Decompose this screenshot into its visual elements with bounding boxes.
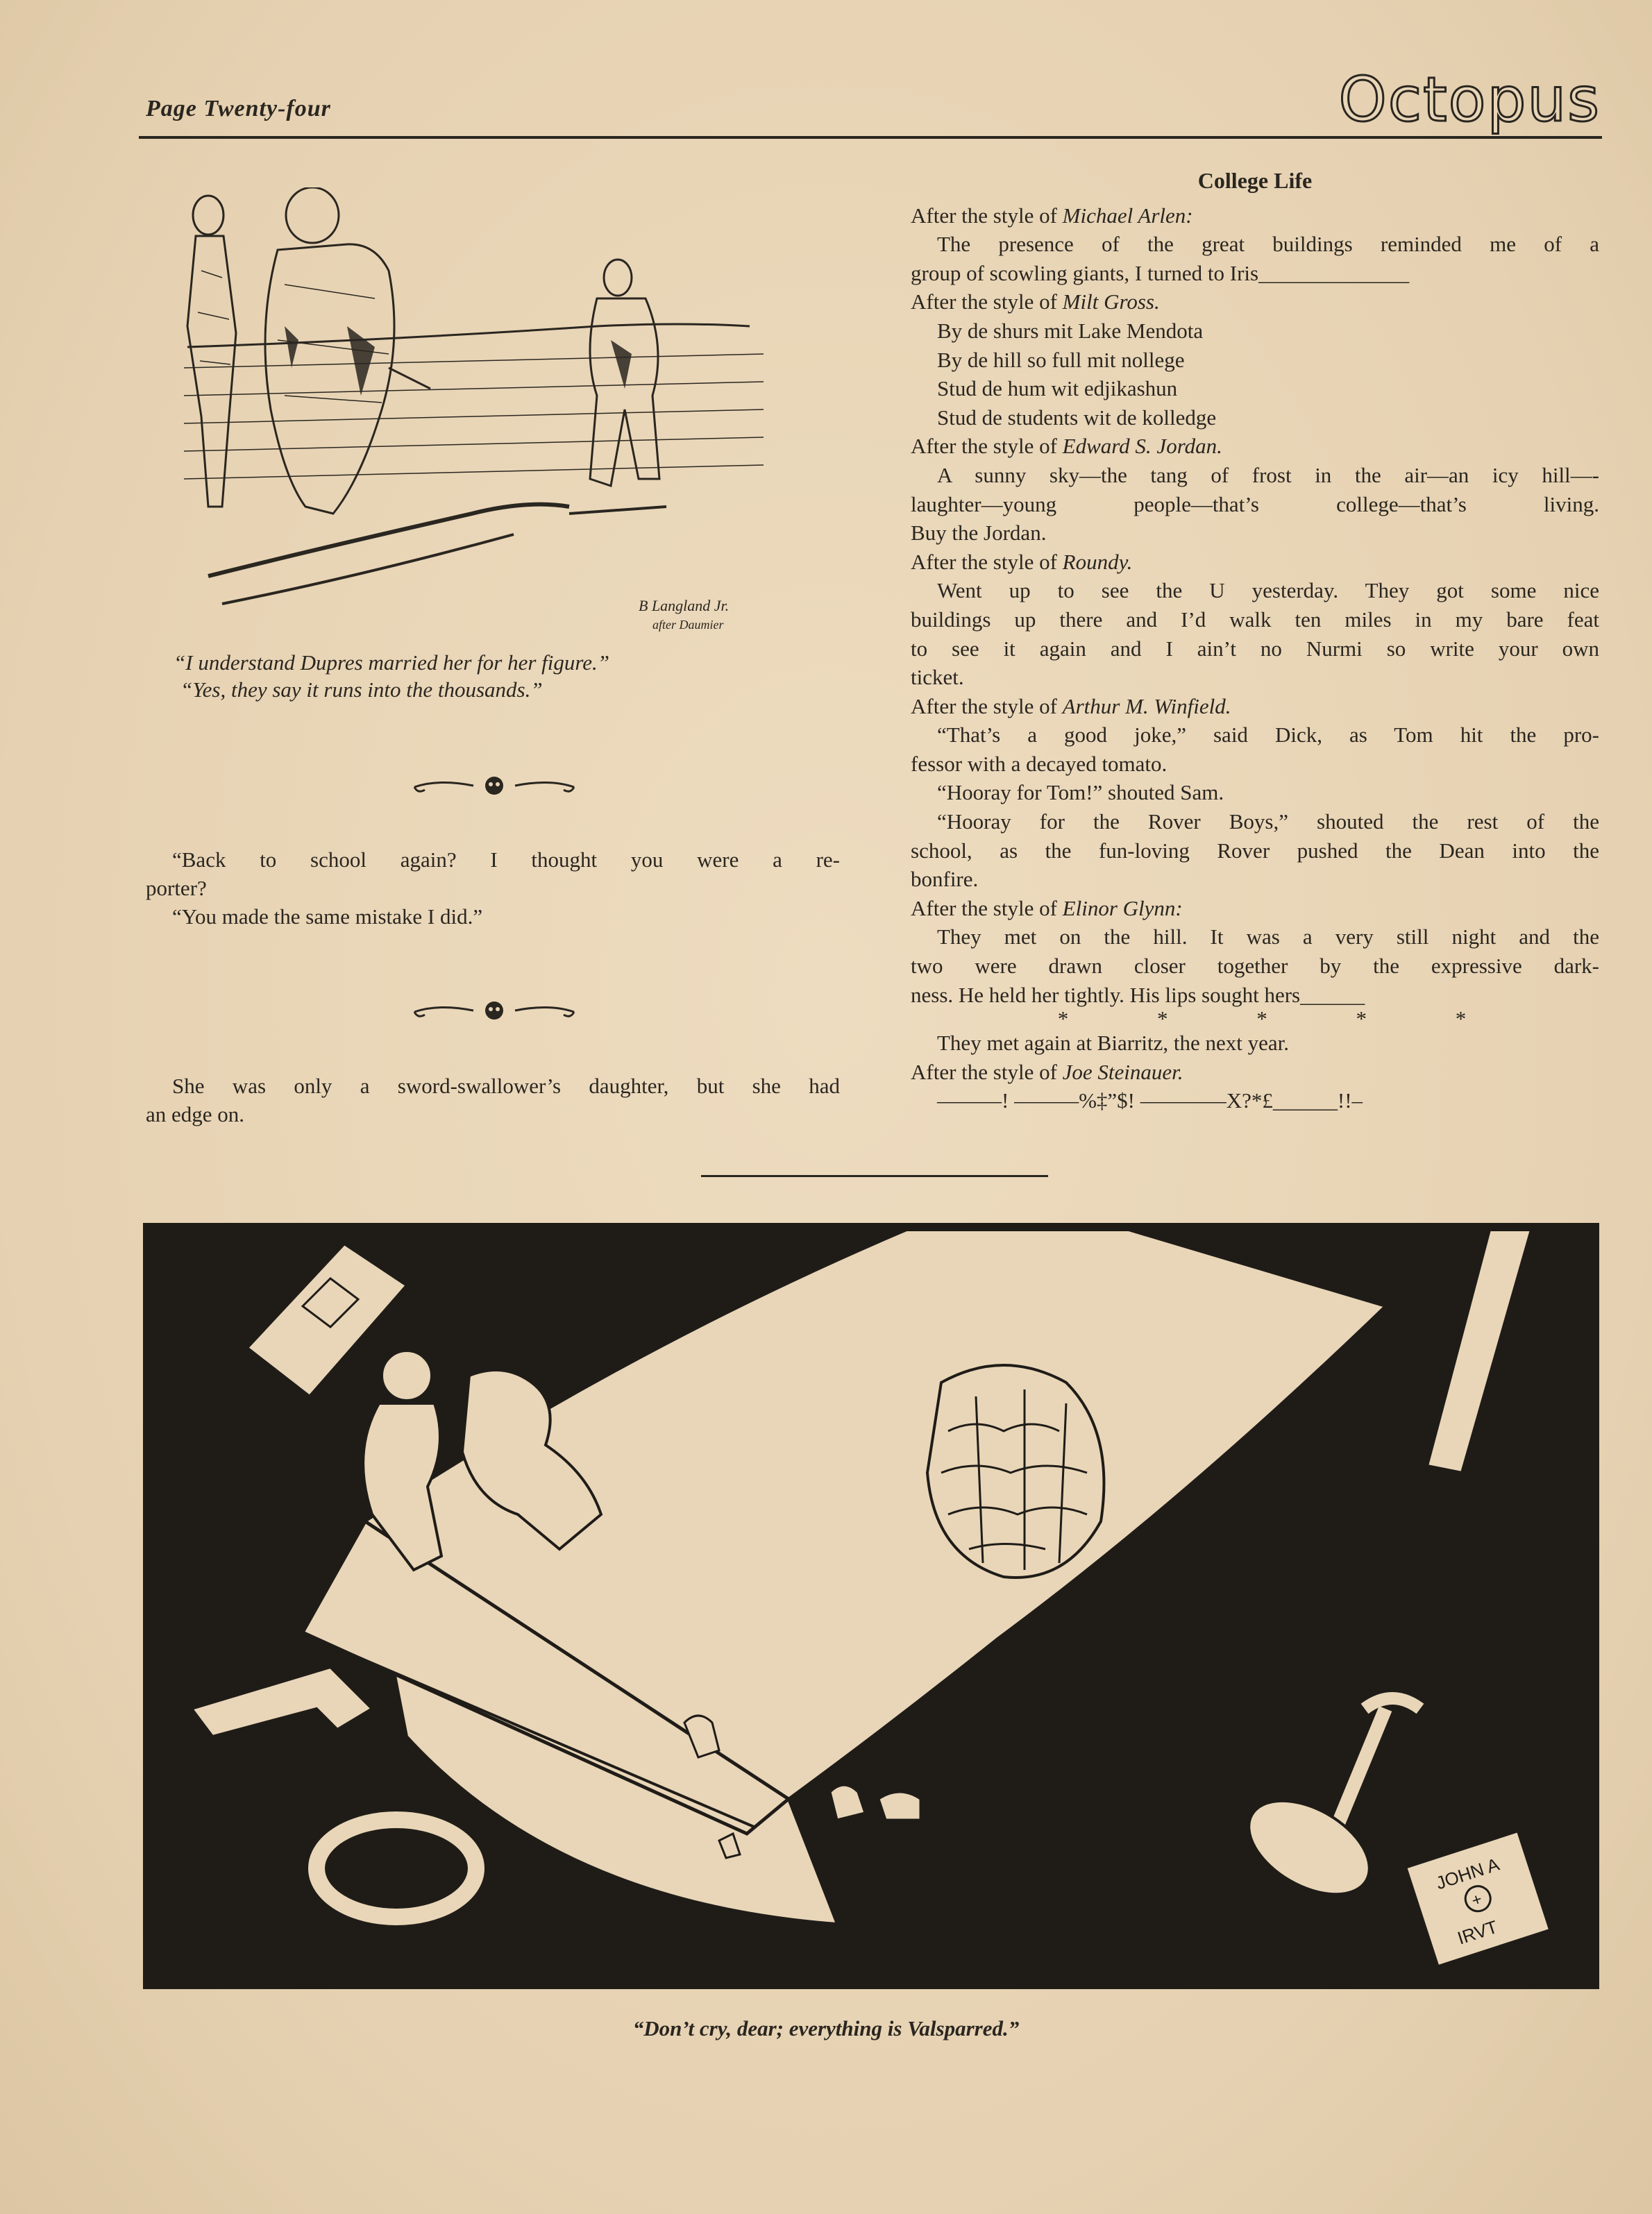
joke-line: an edge on.: [146, 1102, 245, 1126]
style-heading: After the style of Joe Steinauer.: [911, 1059, 1183, 1084]
text-line: Stud de hum wit edjikashun: [937, 376, 1178, 401]
text-line: Stud de students wit de kolledge: [937, 405, 1217, 430]
skull-ornament-divider: [411, 997, 578, 1024]
joke-line: She was only a sword-swallower’s daughter, but she had: [172, 1074, 840, 1098]
artist-signature: B Langland Jr.: [639, 597, 730, 614]
header-rule: [139, 136, 1602, 139]
text-line: group of scowling giants, I turned to Iris______________: [911, 260, 1410, 285]
text-line: two were drawn closer together by the expressive dark-: [911, 954, 1599, 979]
text-line: laughter—young people—that’s college—that’s living.: [911, 491, 1599, 516]
style-heading: After the style of Michael Arlen:: [911, 203, 1193, 228]
text-line: They met on the hill. It was a very still night and the: [937, 924, 1599, 949]
text-line: “Hooray for the Rover Boys,” shouted the rest of the: [937, 809, 1599, 834]
text-line: school, as the fun-loving Rover pushed the Dean into the: [911, 838, 1599, 863]
valspar-cartoon-caption: “Don’t cry, dear; everything is Valsparred.”: [632, 2016, 1020, 2040]
section-rule: [701, 1175, 1048, 1177]
text-line: bonfire.: [911, 867, 979, 892]
style-heading: After the style of Arthur M. Winfield.: [911, 693, 1231, 718]
text-line: to see it again and I ain’t no Nurmi so write your own: [911, 636, 1599, 661]
text-line: They met again at Biarritz, the next year.: [937, 1031, 1289, 1056]
page-number-label: Page Twenty-four: [146, 96, 331, 121]
text-line: buildings up there and I’d walk ten miles in my bare feat: [911, 607, 1599, 632]
college-life-column: [911, 167, 1599, 1115]
svg-text:IRVT: IRVT: [1454, 1916, 1501, 1949]
style-heading: After the style of Edward S. Jordan.: [911, 434, 1222, 459]
text-line: By de shurs mit Lake Mendota: [937, 318, 1204, 343]
joke-line: porter?: [146, 876, 207, 900]
college-life-title: College Life: [1197, 168, 1313, 193]
style-heading: After the style of Milt Gross.: [911, 289, 1160, 314]
valspar-cartoon-illustration: [143, 1223, 1599, 1989]
text-line: Went up to see the U yesterday. They got some nice: [937, 578, 1599, 603]
magazine-title: Octopus: [1338, 64, 1601, 135]
text-line: ness. He held her tightly. His lips sought hers______: [911, 982, 1365, 1007]
style-heading: After the style of Roundy.: [911, 549, 1133, 574]
beach-cartoon-caption: [174, 649, 840, 703]
text-line: The presence of the great buildings reminded me of a: [937, 232, 1599, 257]
svg-text:JOHN A: JOHN A: [1433, 1853, 1502, 1894]
beach-cartoon-illustration: [180, 187, 777, 639]
joke-sword-swallower: [146, 1072, 840, 1129]
joke-line: “You made the same mistake I did.”: [172, 904, 483, 929]
joke-reporter: [146, 845, 840, 931]
caption-line: “I understand Dupres married her for her figure.”: [174, 650, 610, 675]
text-line: “That’s a good joke,” said Dick, as Tom hit the pro-: [937, 722, 1599, 747]
text-line: Buy the Jordan.: [911, 521, 1047, 546]
skull-ornament-divider: [411, 772, 578, 800]
svg-text:after Daumier: after Daumier: [652, 618, 724, 632]
text-line: ticket.: [911, 665, 964, 690]
text-line: “Hooray for Tom!” shouted Sam.: [937, 780, 1224, 805]
text-line: A sunny sky—the tang of frost in the air—an icy hill—-: [937, 462, 1599, 487]
text-line: fessor with a decayed tomato.: [911, 751, 1168, 776]
style-heading: After the style of Elinor Glynn:: [911, 895, 1183, 920]
section-break-stars: * * * * *: [1057, 1006, 1508, 1031]
svg-text:+: +: [1469, 1889, 1485, 1911]
text-line: By de hill so full mit nollege: [937, 347, 1185, 372]
text-line: ———! ———%‡”$! ————X?*£______!!–: [937, 1088, 1363, 1113]
caption-line: “Yes, they say it runs into the thousands.”: [180, 677, 543, 702]
joke-line: “Back to school again? I thought you were a re-: [172, 847, 840, 872]
